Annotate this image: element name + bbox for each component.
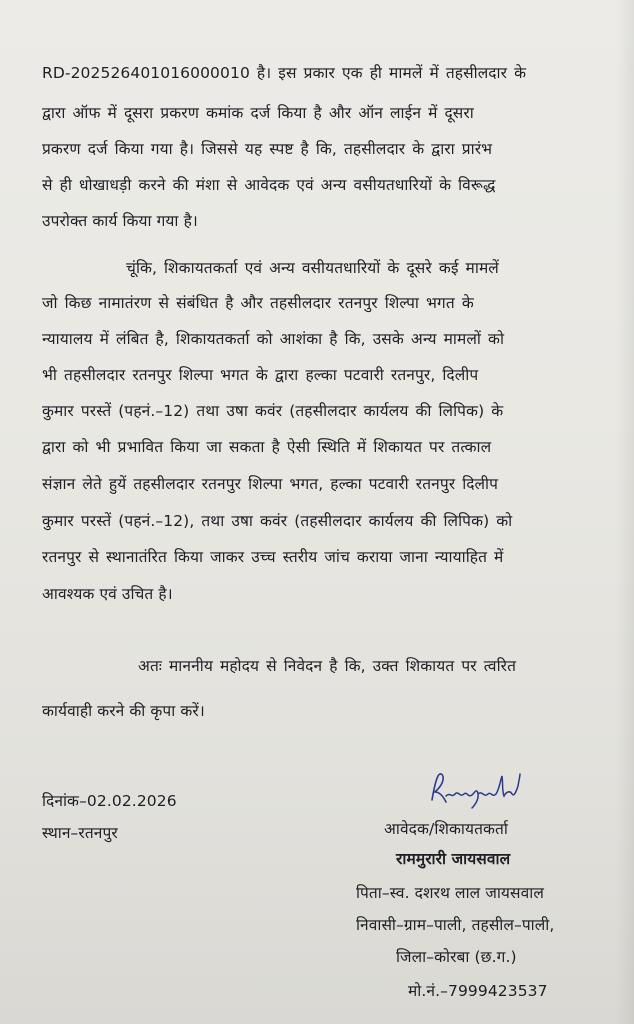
paragraph-line: रतनपुर से स्थानातंरित किया जाकर उच्च स्तरीय जांच कराया जाना न्यायाहित में [42, 548, 504, 566]
applicant-mobile: मो.नं.–7999423537 [408, 982, 548, 1000]
paragraph-line: भी तहसीलदार रतनपुर शिल्पा भगत के द्वारा हल्का पटवारी रतनपुर, दिलीप [42, 366, 479, 384]
paragraph-line: द्वारा को भी प्रभावित किया जा सकता है ऐसी स्थिति में शिकायत पर तत्काल [42, 438, 492, 456]
paragraph-line: न्यायालय में लंबित है, शिकायतकर्ता को आशंका है कि, उसके अन्य मामलों को [42, 330, 505, 348]
applicant-address-2: जिला–कोरबा (छ.ग.) [396, 948, 517, 966]
paper-edge-shadow [616, 0, 634, 1024]
paragraph-line: कुमार परस्तें (पहनं.–12), तथा उषा कवंर (तहसीलदार कार्यलय की लिपिक) को [42, 512, 513, 530]
paragraph-line: संज्ञान लेते हुयें तहसीलदार रतनपुर शिल्पा भगत, हल्का पटवारी रतनपुर दिलीप [42, 475, 499, 493]
paragraph-line: प्रकरण दर्ज किया गया है। जिससे यह स्पष्ट है कि, तहसीलदार के द्वारा प्रारंभ [42, 140, 493, 158]
paragraph-line: RD-202526401016000010 है। इस प्रकार एक ही मामलें में तहसीलदार के [42, 64, 527, 82]
paragraph-line: से ही धोखाधड़ी करने की मंशा से आवेदक एवं अन्य वसीयतधारियों के विरूद्ध [42, 176, 496, 194]
paragraph-line: उपरोक्त कार्य किया गया है। [42, 212, 198, 230]
paragraph-line: चूंकि, शिकायतकर्ता एवं अन्य वसीयतधारियों के दूसरे कई मामलें [126, 259, 499, 277]
paragraph-line: कार्यवाही करने की कृपा करें। [42, 702, 205, 720]
place-line: स्थान–रतनपुर [42, 824, 118, 842]
paragraph-line: कुमार परस्तें (पहनं.–12) तथा उषा कवंर (तहसीलदार कार्यलय की लिपिक) के [42, 402, 504, 420]
applicant-father: पिता–स्व. दशरथ लाल जायसवाल [356, 884, 544, 902]
paragraph-line: द्वारा ऑफ में दूसरा प्रकरण कमांक दर्ज किया है और ऑन लाईन में दूसरा [42, 104, 474, 122]
paragraph-line: जो किछ नामातंरण से संबंधित है और तहसीलदार रतनपुर शिल्पा भगत के [42, 294, 474, 312]
handwritten-signature [428, 770, 524, 814]
date-line: दिनांक–02.02.2026 [42, 792, 177, 810]
paragraph-line: आवश्यक एवं उचित है। [42, 585, 173, 603]
paragraph-line: अतः माननीय महोदय से निवेदन है कि, उक्त शिकायत पर त्वरित [138, 657, 517, 675]
applicant-name: राममुरारी जायसवाल [396, 850, 511, 868]
applicant-role: आवेदक/शिकायतकर्ता [384, 820, 508, 838]
applicant-address-1: निवासी–ग्राम–पाली, तहसील–पाली, [356, 916, 555, 934]
